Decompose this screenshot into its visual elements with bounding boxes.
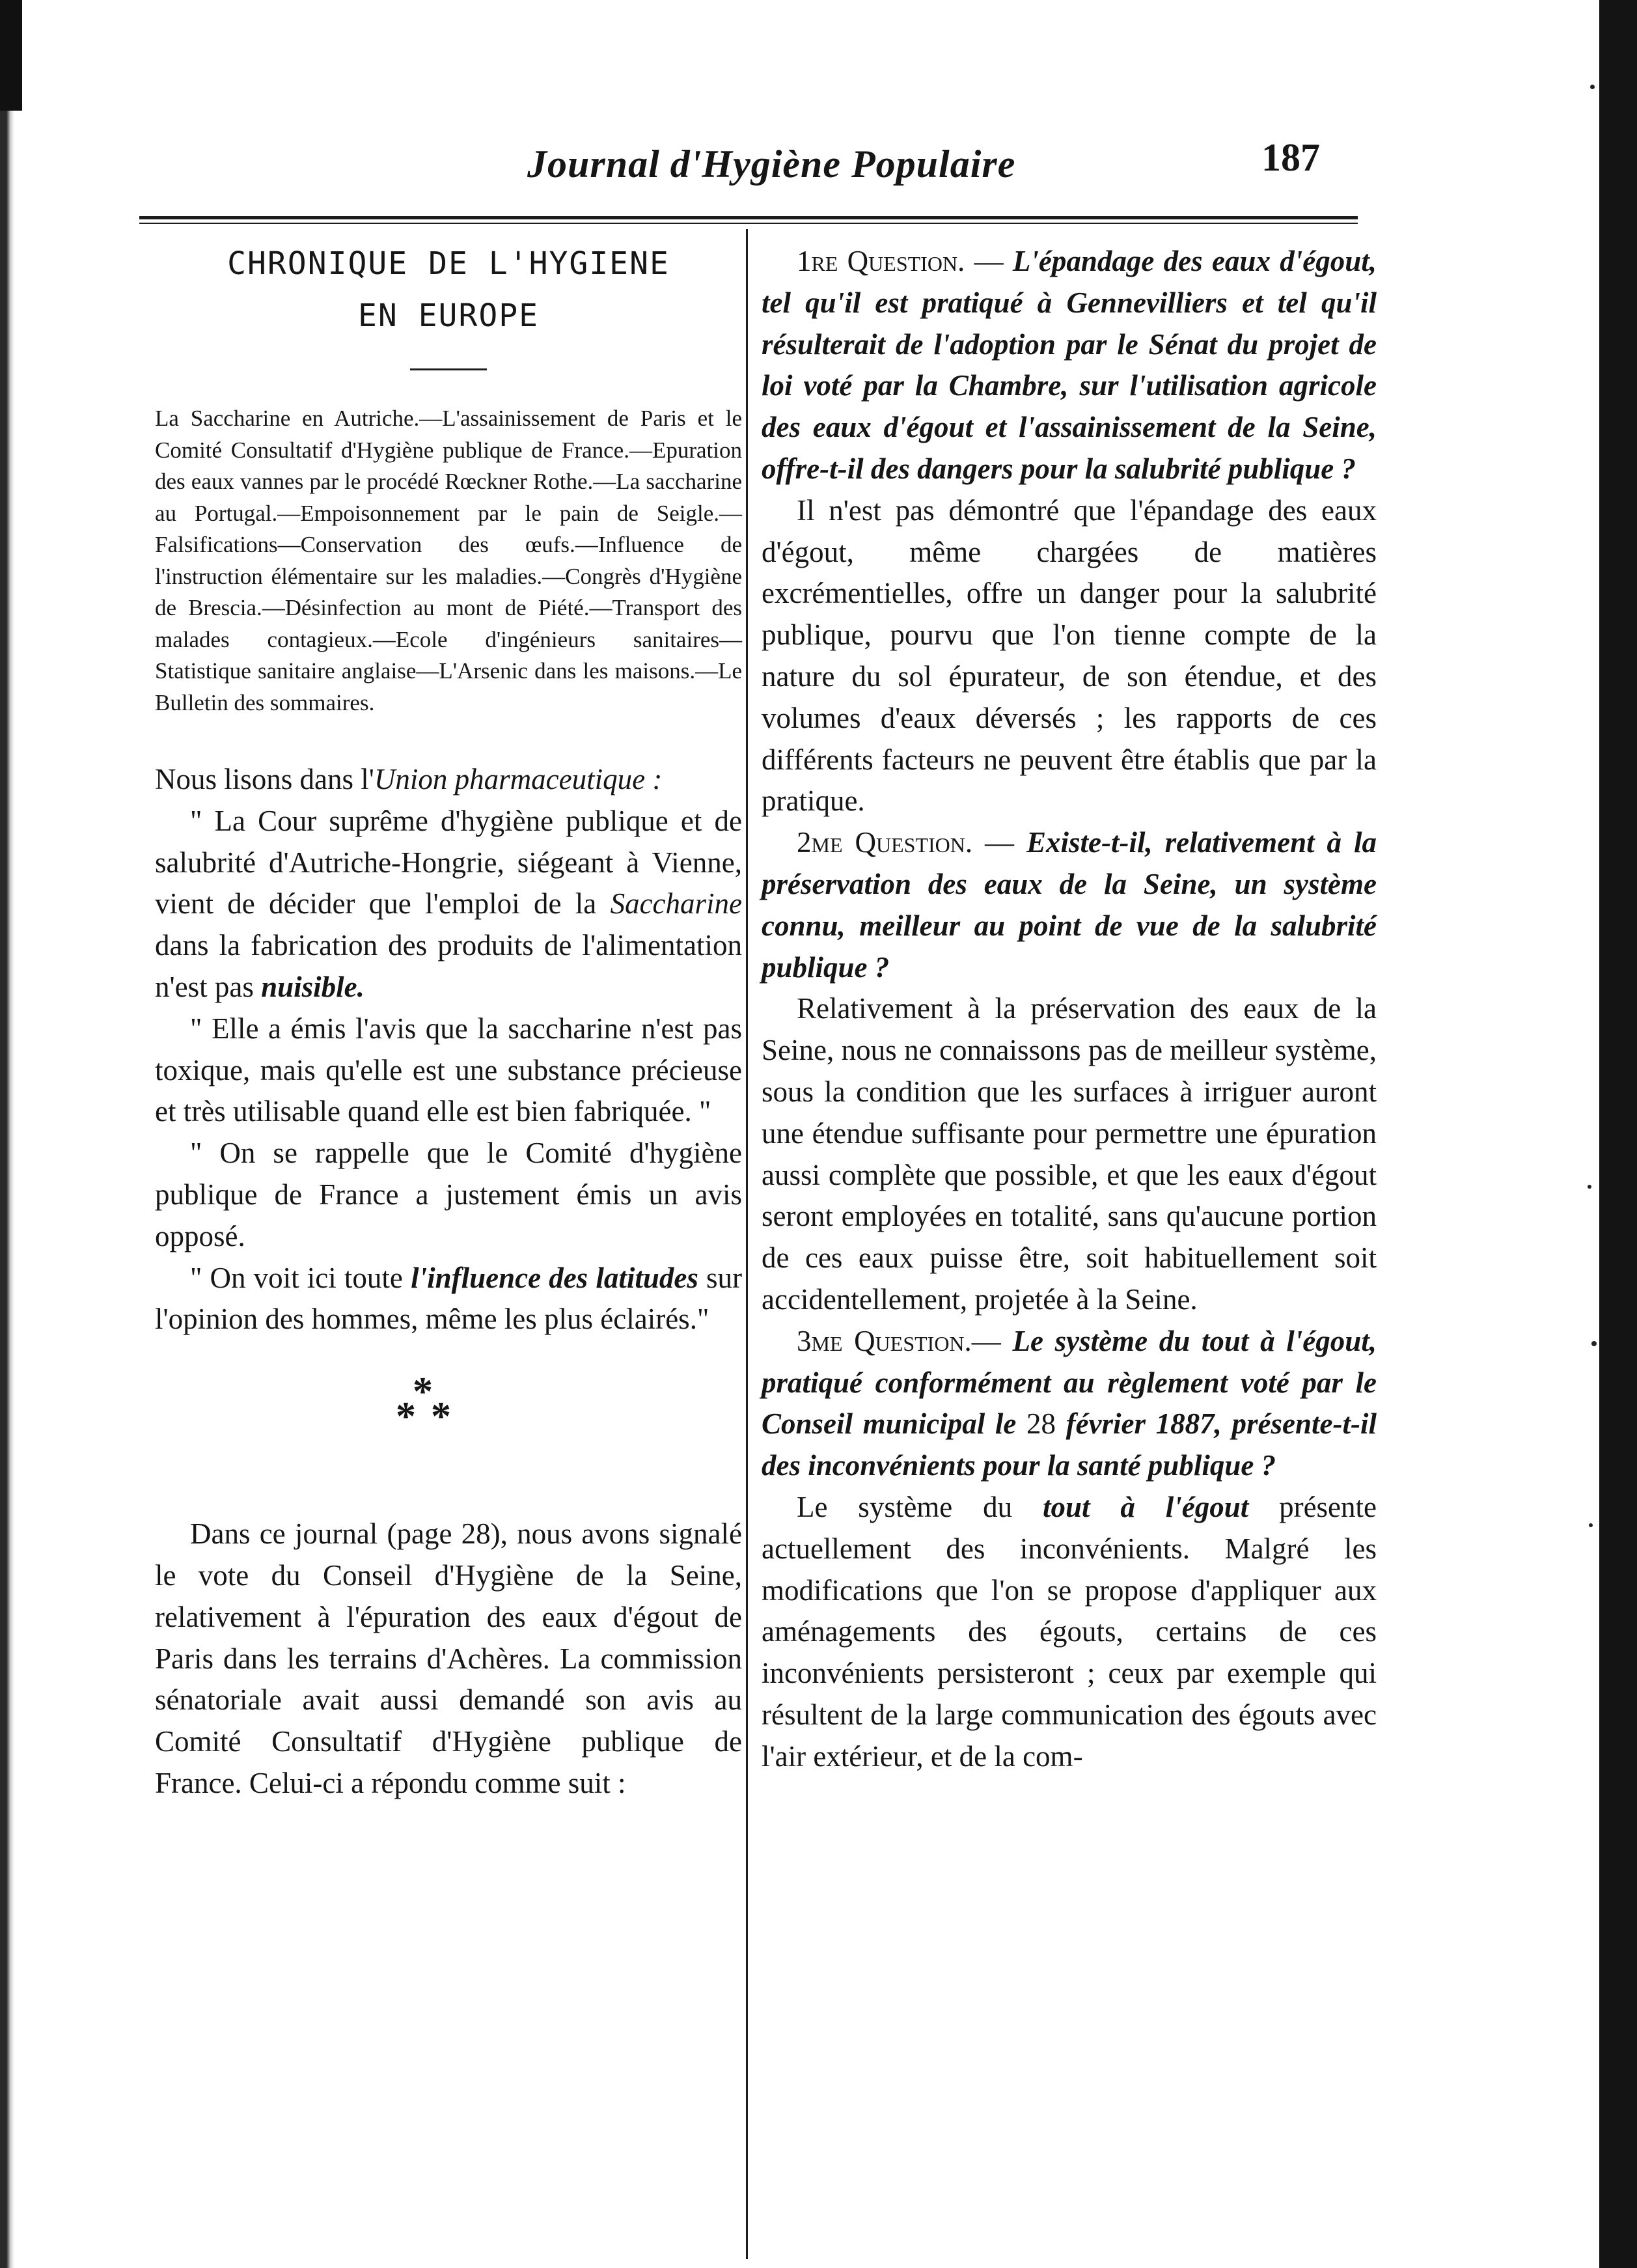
quote-paragraph-2: " Elle a émis l'avis que la saccharine n'est pas toxique, mais qu'elle est une substance précieuse et très utilisable quand elle est bien fabriquée. " xyxy=(155,1012,742,1128)
question-1 xyxy=(762,241,1377,490)
asterism-star: * xyxy=(431,1394,451,1439)
title-rule xyxy=(410,368,487,370)
speck xyxy=(1591,1341,1597,1346)
chronicle-subtitle: EN EUROPE xyxy=(357,297,540,334)
intro-text: Nous lisons dans l' xyxy=(155,763,374,795)
question-3-label: 3me Question. xyxy=(797,1324,972,1357)
intro-paragraph xyxy=(155,759,742,801)
chronicle-summary: La Saccharine en Autriche.—L'assainissement de Paris et le Comité Consultatif d'Hygiène publique de France.—Epuration des eaux vannes par le procédé Rœckner Rothe.—La saccharine au Portugal.—Empoisonnement par le pain de Seigle.—Falsifications—Conservation des œufs.—Influence de l'instruction élémentaire sur les maladies.—Congrès d'Hygiène de Brescia.—Désinfection au mont de Piété.—Transport des malades contagieux.—Ecole d'ingénieurs sanitaires—Statistique sanitaire anglaise—L'Arsenic dans les maisons.—Le Bulletin des sommaires. xyxy=(155,406,742,715)
quote-paragraph-1 xyxy=(155,801,742,1008)
answer-3-italic: tout à l'égout xyxy=(1042,1490,1249,1523)
answer-1: Il n'est pas démontré que l'épandage des eaux d'égout, même chargées de matières excrémentielles, offre un danger pour la salubrité publique, pourvu que l'on tienne compte de la nature du sol épurateur, de son étendue, et des volumes d'eaux déversés ; les rapports de ces différents facteurs ne peuvent être établis que par la pratique. xyxy=(762,493,1377,818)
answer-3 xyxy=(762,1487,1377,1778)
quote4-italic: l'influence des latitudes xyxy=(411,1261,698,1294)
right-column xyxy=(762,241,1377,1777)
quote1-end: nuisible. xyxy=(261,970,365,1003)
quote4-text: " On voit ici toute xyxy=(190,1261,411,1294)
question-3-text: Le système du tout à l'égout, pratiqué conformément au règlement voté par le Conseil municipal le xyxy=(762,1324,1377,1441)
saccharine-term: Saccharine xyxy=(610,887,742,920)
quote1-middle: dans la fabrication des produits de l'alimentation n'est pas xyxy=(155,929,742,1003)
column-divider xyxy=(746,229,748,2259)
left-column xyxy=(155,241,742,1805)
question-1-text: L'épandage des eaux d'égout, tel qu'il est pratiqué à Gennevilliers et tel qu'il résulterait de l'adoption par le Sénat du projet de loi voté par la Chambre, sur l'utilisation agricole des eaux d'égout et l'assainissement de la Seine, offre-t-il des dangers pour la salubrité publique ? xyxy=(762,245,1377,485)
source-name: Union pharmaceutique : xyxy=(374,763,663,795)
asterism-star: * xyxy=(413,1370,433,1415)
question-2 xyxy=(762,822,1377,988)
question-3-text-end: février 1887, présente-t-il des inconvénients pour la santé publique ? xyxy=(762,1407,1377,1482)
question-1-label: 1re Question. xyxy=(797,245,965,277)
chronicle-title: CHRONIQUE DE L'HYGIENE xyxy=(227,245,670,282)
question-2-dash: — xyxy=(972,826,1026,859)
quote4-after: sur l'opinion des hommes, même les plus éclairés." xyxy=(155,1261,743,1336)
answer-2: Relativement à la préservation des eaux de la Seine, nous ne connaissons pas de meilleur système, sous la condition que les surfaces à irriguer auront une étendue suffisante pour permettre une épuration aussi complète que possible, et que les eaux d'égout seront employées en totalité, sans qu'aucune portion de ces eaux puisse être, soit habituellement soit accidentellement, projetée à la Seine. xyxy=(762,992,1377,1316)
question-2-text: Existe-t-il, relativement à la préservation des eaux de la Seine, un système connu, meilleur au point de vue de la salubrité publique ? xyxy=(762,826,1377,984)
header-rule-thin xyxy=(139,223,1358,224)
answer-3-text: Le système du xyxy=(797,1490,1043,1523)
question-3 xyxy=(762,1321,1377,1487)
question-2-label: 2me Question. xyxy=(797,826,973,859)
quote-paragraph-4 xyxy=(155,1258,742,1341)
speck xyxy=(1588,1185,1591,1189)
quote1-text: " La Cour suprême d'hygiène publique et de salubrité d'Autriche-Hongrie, siégeant à Vienne, vient de décider que l'emploi de la xyxy=(155,804,742,920)
final-paragraph: Dans ce journal (page 28), nous avons signalé le vote du Conseil d'Hygiène de la Seine, relativement à l'épuration des eaux d'égout de Paris dans les terrains d'Achères. La commission sénatoriale avait aussi demandé son avis au Comité Consultatif d'Hygiène publique de France. Celui-ci a répondu comme suit : xyxy=(155,1517,742,1799)
question-3-dash: — xyxy=(971,1324,1013,1357)
header-rule xyxy=(139,216,1358,219)
page-shadow-bar xyxy=(1599,0,1637,2268)
quote-paragraph-3: " On se rappelle que le Comité d'hygiène publique de France a justement émis un avis opposé. xyxy=(155,1137,742,1252)
asterism-star: * xyxy=(396,1394,416,1439)
journal-title: Journal d'Hygiène Populaire xyxy=(527,143,1016,186)
answer-3-rest: présente actuellement des inconvénients. Malgré les modifications que l'on se propose d'appliquer aux aménagements des égouts, certains de ces inconvénients persisteront ; ceux par exemple qui résultent de la large communication des égouts avec l'air extérieur, et de la com- xyxy=(762,1490,1377,1773)
scan-edge-right xyxy=(1585,0,1637,2268)
page-header xyxy=(0,135,1637,207)
question-3-date: 28 xyxy=(1026,1407,1056,1441)
asterism-separator xyxy=(155,1351,742,1514)
question-1-dash: — xyxy=(965,245,1013,277)
binding-mark xyxy=(0,0,22,111)
speck xyxy=(1590,85,1595,89)
page-number: 187 xyxy=(1261,136,1320,179)
speck xyxy=(1589,1523,1593,1527)
scan-edge-left xyxy=(0,0,14,2268)
